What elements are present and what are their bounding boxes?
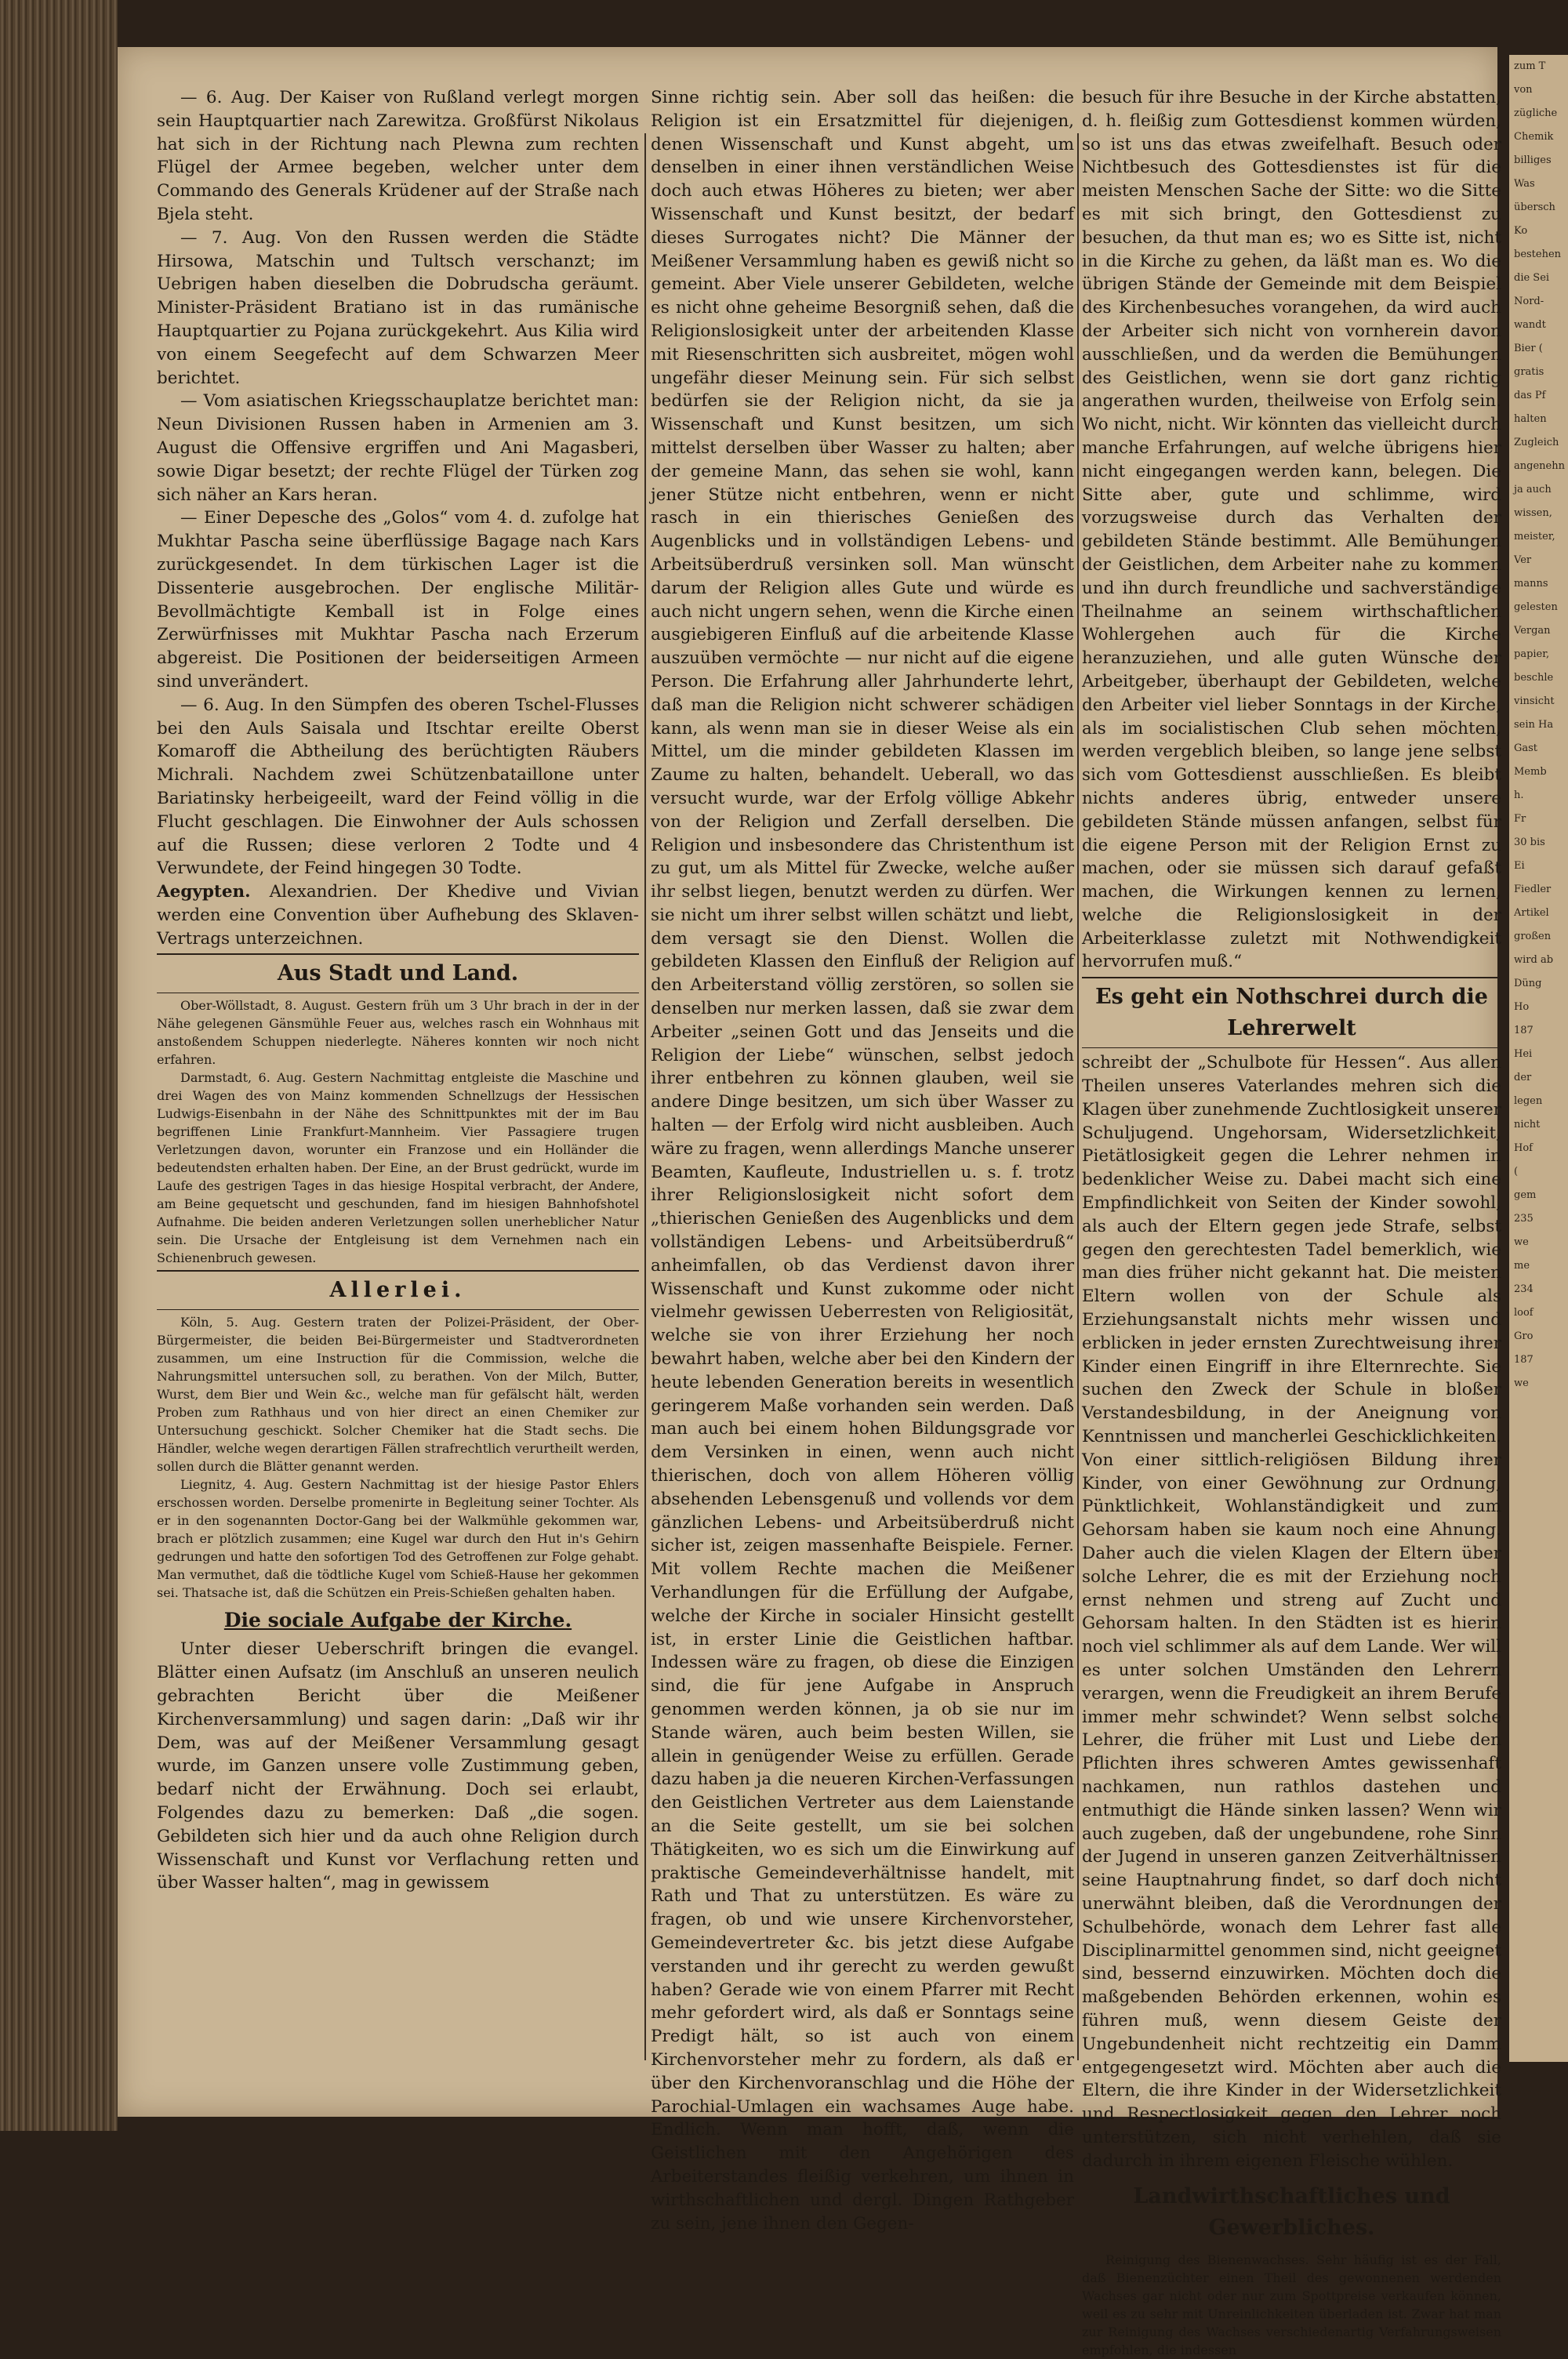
adjacent-page-text: zügliche: [1514, 107, 1558, 119]
adjacent-page-text: 235: [1514, 1213, 1534, 1225]
adjacent-page-text: papier,: [1514, 648, 1550, 660]
article-paragraph: schreibt der „Schulbote für Hessen“. Aus allen Theilen unseres Vaterlandes mehren sich die Klagen über zunehmende Zuchtlosigkeit unserer Schuljugend. Ungehorsam, Widersetzlichkeit, Pietätlosigkeit gegen die Lehrer nehmen in bedenklicher Weise zu. Dabei macht sich eine Empfindlichkeit von Seiten der Kinder sowohl, als auch der Eltern gegen jede Strafe, selbst gegen den gerechtesten Tadel bemerklich, wie man dies früher nicht gekannt hat. Die meisten Eltern wollen von der Schule als Erziehungsanstalt nichts mehr wissen und erblicken in jeder ernsten Zurechtweisung ihrer Kinder einen Eingriff in ihre Elternrechte. Sie suchen den Zweck der Schule in bloßer Verstandesbildung, in der Aneignung von Kenntnissen und mancherlei Geschicklichkeiten. Von einer sittlich-religiösen Bildung ihrer Kinder, von einer Gewöhnung zur Ordnung, Pünktlichkeit, Wohlanständigkeit und zum Gehorsam haben sie kaum noch eine Ahnung. Daher auch die vielen Klagen der Eltern über solche Lehrer, die es mit der Erziehung noch ernst nehmen und streng auf Zucht und Gehorsam halten. In den Städten ist es hierin noch viel schlimmer als auf dem Lande. Wer will es unter solchen Umständen den Lehrern verargen, wenn die Freudigkeit an ihrem Berufe immer mehr schwindet? Wenn selbst solche Lehrer, die früher mit Lust und Liebe den Pflichten ihres schweren Amtes gewissenhaft nachkamen, nun rathlos dastehen und entmuthigt die Hände sinken lassen? Wenn wir auch zugeben, daß der ungebundene, rohe Sinn der Jugend in unseren ganzen Zeitverhältnissen seine Hauptnahrung findet, so darf doch nicht unerwähnt bleiben, daß die Verordnungen der Schulbehörde, wonach dem Lehrer fast alle Disciplinarmittel genommen sind, nicht geeignet sind, bessernd einzuwirken. Möchten doch die maßgebenden Behörden erkennen, wohin es führen muß, wenn diesem Geiste der Ungebundenheit nicht rechtzeitig ein Damm entgegengesetzt wird. Möchten aber auch die Eltern, die ihre Kinder in der Widersetzlichkeit und Respectlosigkeit gegen den Lehrer noch unterstützen, sich nicht verhehlen, daß sie dadurch in ihrem eigenen Fleische wühlen.: [1082, 1053, 1501, 2171]
adjacent-page-text: gelesten: [1514, 601, 1558, 613]
adjacent-page-text: gratis: [1514, 366, 1544, 378]
column-1: [157, 86, 639, 2068]
adjacent-page-text: me: [1514, 1260, 1530, 1272]
news-paragraph: — 7. Aug. Von den Russen werden die Städte Hirsowa, Matschin und Tultsch verschanzt; im Uebrigen haben dieselben die Dobrudscha geräumt. Minister-Präsident Bratiano ist in das rumänische Hauptquartier zu Pojana zurückgekehrt. Aus Kilia wird von einem Seegefecht auf dem Schwarzen Meer berichtet.: [157, 227, 639, 388]
local-news-paragraph: Darmstadt, 6. Aug. Gestern Nachmittag entgleiste die Maschine und drei Wagen des von Mainz kommenden Schnellzugs der Hessischen Ludwigs-Eisenbahn in der Nähe des Schnittpunktes mit der im Bau begriffenen Linie Frankfurt-Mannheim. Vier Passagiere trugen Verletzungen davon, worunter ein Franzose und ein Holländer die bedeutendsten erhalten haben. Der Eine, an der Brust gedrückt, wurde im Laufe des gestrigen Tages in das hiesige Hospital verbracht, der Andere, am Beine gequetscht und geschunden, fand im hiesigen Bahnhofshotel Aufnahme. Die beiden anderen Verletzungen sollen unerheblicher Natur sein. Die Ursache der Entgleisung ist dem Vernehmen nach ein Schienenbruch gewesen.: [157, 1070, 639, 1266]
adjacent-page-text: von: [1514, 84, 1533, 96]
adjacent-page-text: halten: [1514, 413, 1547, 425]
adjacent-page-text: Was: [1514, 178, 1535, 190]
book-fore-edge: [0, 0, 118, 2131]
adjacent-page-text: wissen,: [1514, 507, 1552, 519]
adjacent-page-text: Gast: [1514, 742, 1538, 754]
article-heading-nothschrei: Es geht ein Nothschrei durch die Lehrerwelt: [1082, 977, 1501, 1048]
adjacent-page-text: Memb: [1514, 766, 1547, 778]
adjacent-page-text: Zugleich: [1514, 437, 1559, 448]
adjacent-page-text: loof: [1514, 1307, 1534, 1319]
adjacent-page-text: (: [1514, 1166, 1519, 1178]
adjacent-page-text: übersch: [1514, 201, 1555, 213]
local-news-paragraph: Ober-Wöllstadt, 8. August. Gestern früh um 3 Uhr brach in der in der Nähe gelegenen Gänsmühle Feuer aus, welches rasch ein Wohnhaus mit anstoßendem Schuppen niederlegte. Näheres konnten wir noch nicht erfahren.: [157, 998, 639, 1068]
adjacent-page-text: der: [1514, 1072, 1532, 1083]
adjacent-page-text: Düng: [1514, 978, 1542, 989]
adjacent-page-text: h.: [1514, 789, 1524, 801]
adjacent-page-text: Vergan: [1514, 625, 1551, 637]
adjacent-page-text: beschle: [1514, 672, 1554, 684]
news-paragraph: — Vom asiatischen Kriegsschauplatze berichtet man: Neun Divisionen Russen haben in Armenien am 3. August die Offensive ergriffen und Ani Magasberi, sowie Digar besetzt; der rechte Flügel der Türken zog sich näher an Kars heran.: [157, 391, 639, 505]
adjacent-page-text: manns: [1514, 578, 1548, 590]
adjacent-page-text: gem: [1514, 1189, 1537, 1201]
adjacent-page-text: Ko: [1514, 225, 1528, 237]
adjacent-page-text: wandt: [1514, 319, 1546, 331]
adjacent-page-text: wird ab: [1514, 954, 1554, 966]
news-paragraph: — 6. Aug. Der Kaiser von Rußland verlegt morgen sein Hauptquartier nach Zarewitza. Großfürst Nikolaus hat sich in der Richtung nach Plewna zum rechten Flügel der Armee begeben, welcher unter dem Commando des Generals Krüdener auf der Straße nach Bjela steht.: [157, 88, 639, 224]
section-heading-allerlei: Allerlei.: [157, 1270, 639, 1310]
adjacent-page-text: vinsicht: [1514, 695, 1555, 707]
column-rule-1: [644, 133, 646, 2060]
adjacent-page-text: Nord-: [1514, 296, 1544, 307]
adjacent-page-text: 187: [1514, 1025, 1534, 1036]
adjacent-page-text: ja auch: [1514, 484, 1552, 495]
misc-news-paragraph: Liegnitz, 4. Aug. Gestern Nachmittag ist der hiesige Pastor Ehlers erschossen worden. Derselbe promenirte in Begleitung seiner Tochter. Als er in den sogenannten Doctor-Gang bei der Walkmühle gekommen war, brach er plötzlich zusammen; eine Kugel war durch den Hut in's Gehirn gedrungen und hatte den sofortigen Tod des Getroffenen zur Folge gehabt. Man vermuthet, daß die tödtliche Kugel vom Schieß-Hause her gekommen sei. Thatsache ist, daß die Schützen ein Preis-Schießen gehalten haben.: [157, 1477, 639, 1601]
article-paragraph: Unter dieser Ueberschrift bringen die evangel. Blätter einen Aufsatz (im Anschluß an unseren neulich gebrachten Bericht über die Meißener Kirchenversammlung) und sagen darin: „Daß wir ihr Dem, was auf der Meißener Versammlung gesagt wurde, im Ganzen unsere volle Zustimmung geben, bedarf nicht der Erwähnung. Doch sei erlaubt, Folgendes dazu zu bemerken: Daß „die sogen. Gebildeten sich hier und da auch ohne Religion durch Wissenschaft und Kunst vor Verflachung retten und über Wasser halten“, mag in gewissem: [157, 1639, 639, 1893]
adjacent-page-text: großen: [1514, 931, 1552, 942]
adjacent-page-text: Chemik: [1514, 131, 1554, 143]
section-heading-landwirthschaft: Landwirthschaftliches und Gewerbliches.: [1082, 2176, 1501, 2248]
news-paragraph: — 6. Aug. In den Sümpfen des oberen Tschel-Flusses bei den Auls Saisala und Itschtar ereilte Oberst Komaroff die Abtheilung des berüchtigten Räubers Michrali. Nachdem zwei Schützenbataillone unter Bariatinsky herbeigeeilt, ward der Feind völlig in die Flucht geschlagen. Die Einwohner der Auls schossen auf die Russen; diese verloren 2 Todte und 4 Verwundete, der Feind hingegen 30 Todte.: [157, 695, 639, 879]
adjacent-page-text: Artikel: [1514, 907, 1549, 919]
adjacent-page-text: Ver: [1514, 554, 1532, 566]
adjacent-page-text: Bier (: [1514, 343, 1543, 354]
aegypten-lead: Aegypten.: [157, 882, 251, 902]
column-2: [651, 86, 1074, 2234]
adjacent-page-text: 187: [1514, 1354, 1534, 1366]
article-heading-sociale: Die sociale Aufgabe der Kirche.: [223, 1609, 572, 1632]
section-heading-stadt-land: Aus Stadt und Land.: [157, 953, 639, 993]
adjacent-page-text: Ho: [1514, 1001, 1530, 1013]
adjacent-page-text: meister,: [1514, 531, 1555, 543]
adjacent-page-text: die Sei: [1514, 272, 1550, 284]
adjacent-page-text: das Pf: [1514, 390, 1546, 401]
adjacent-page-text: we: [1514, 1377, 1529, 1389]
article-paragraph: besuch für ihre Besuche in der Kirche abstatten, d. h. fleißig zum Gottesdienst kommen würden, so ist uns das etwas zweifelhaft. Besuch oder Nichtbesuch des Gottesdienstes ist für die meisten Menschen Sache der Sitte: wo die Sitte es mit sich bringt, den Gottesdienst zu besuchen, da thut man es; wo es Sitte ist, nicht in die Kirche zu gehen, da läßt man es. Wo die übrigen Stände der Gemeinde mit dem Beispiel des Kirchenbesuches vorangehen, da wird auch der Arbeiter sich nicht von vornherein davon ausschließen, und da werden die Bemühungen des Geistlichen, wenn sie dort ganz richtig angerathen wurden, theilweise von Erfolg sein. Wo nicht, nicht. Wir könnten das vielleicht durch manche Erfahrungen, auf welche übrigens hier nicht eingegangen werden kann, belegen. Die Sitte aber, gute und schlimme, wird vorzugsweise durch das Verhalten der gebildeten Stände bestimmt. Alle Bemühungen der Geistlichen, dem Arbeiter nahe zu kommen und ihn durch freundliche und sachverständige Theilnahme an seinem wirthschaftlichen Wohlergehen auch für die Kirche heranzuziehen, und alle guten Wünsche der Arbeitgeber, überhaupt der Gebildeten, welche den Arbeiter viel lieber Sonntags in der Kirche, als im socialistischen Club sehen möchten, werden vergeblich bleiben, so lange jene selbst sich vom Gottesdienst ausschließen. Es bleibt nichts anderes übrig, entweder unsere gebildeten Stände müssen anfangen, selbst für die eigene Person mit der Religion Ernst zu machen, oder sie müssen sich darauf gefaßt machen, die Wirkungen kennen zu lernen, welche die Religionslosigkeit in der Arbeiterklasse zuletzt mit Nothwendigkeit hervorrufen muß.“: [1082, 88, 1501, 972]
adjacent-page-text: Hof: [1514, 1142, 1533, 1154]
article-paragraph: Sinne richtig sein. Aber soll das heißen: die Religion ist ein Ersatzmittel für diejenigen, denen Wissenschaft und Kunst abgeht, um denselben in einer ihnen verständlichen Weise doch auch etwas Höheres zu bieten; wer aber Wissenschaft und Kunst besitzt, der bedarf dieses Surrogates nicht? Die Männer der Meißener Versammlung haben es gewiß nicht so gemeint. Aber Viele unserer Gebildeten, welche es nicht ohne geheime Besorgniß sehen, daß die Religionslosigkeit unter der arbeitenden Klasse mit Riesenschritten sich ausbreitet, mögen wohl ungefähr dieser Meinung sein. Für sich selbst bedürfen sie der Religion nicht, da sie ja Wissenschaft und Kunst besitzen, um sich mittelst derselben über Wasser zu halten; aber der gemeine Mann, das sehen sie wohl, kann jener Stütze nicht entbehren, wenn er nicht rasch in ein thierisches Genießen des Augenblicks und in vollständigen Lebens- und Arbeitsüberdruß versinken soll. Man wünscht darum der Religion alles Gute und würde es auch nicht ungern sehen, wenn die Kirche einen ausgiebigeren Einfluß auf die arbeitende Klasse auszuüben vermöchte — nur nicht auf die eigene Person. Die Erfahrung aller Jahrhunderte lehrt, daß man die Religion nicht schwerer schädigen kann, als wenn man sie in dieser Weise als ein Mittel, um die minder gebildeten Klassen im Zaume zu halten, behandelt. Ueberall, wo das versucht wurde, war der Erfolg völlige Abkehr von der Religion und Zerfall derselben. Die Religion und insbesondere das Christenthum ist zu gut, um als Mittel für Zwecke, welche außer ihr selbst liegen, benutzt werden zu dürfen. Wer sie nicht um ihrer selbst willen schätzt und liebt, dem versagt sie den Dienst. Wollen die gebildeten Klassen den Einfluß der Religion auf den Arbeiterstand völlig zerstören, so sollen sie denselben nur merken lassen, daß sie zwar dem Arbeiter „seinen Gott und das Jenseits und die Religion der Liebe“ wünschen, selbst jedoch ihrer entbehren zu können glauben, weil sie andere Dinge besitzen, um sich über Wasser zu halten — der Erfolg wird nicht ausbleiben. Auch wäre zu fragen, wenn allerdings Manche unserer Beamten, Kaufleute, Industriellen u. s. f. trotz ihrer Religionslosigkeit nicht sofort dem „thierischen Genießen des Augenblicks und dem vollständigen Lebens- und Arbeitsüberdruß“ anheimfallen, ob das Verdienst davon ihrer Wissenschaft und Kunst zukomme oder nicht vielmehr gewissen Ueberresten von Religiosität, welche sie von ihrer Erziehung her noch bewahrt haben, welche aber bei den Kindern der heute lebenden Generation bereits in wesentlich geringerem Maße vorhanden sein werden. Daß man auch bei einem hohen Bildungsgrade vor dem Versinken in einen, wenn auch nicht thierischen, doch von allem Höheren völlig absehenden Lebensgenuß und vollends vor dem gänzlichen Lebens- und Arbeitsüberdruß nicht sicher ist, zeigen massenhafte Beispiele. Ferner. Mit vollem Rechte machen die Meißener Verhandlungen für die Erfüllung der Aufgabe, welche der Kirche in socialer Hinsicht gestellt ist, in erster Linie die Geistlichen haftbar. Indessen wäre zu fragen, ob diese die Einzigen sind, die für jene Aufgabe in Anspruch genommen werden können, ja ob sie nur im Stande wären, auch beim besten Willen, sie allein in genügender Weise zu erfüllen. Gerade dazu haben ja die neueren Kirchen-Verfassungen den Geistlichen Vertreter aus dem Laienstande an die Seite gestellt, um sie bei solchen Thätigkeiten, wo es sich um die Einwirkung auf praktische Gemeindeverhältnisse handelt, mit Rath und That zu unterstützen. Es wäre zu fragen, ob und wie unsere Kirchenvorsteher, Gemeindevertreter &c. bis jetzt diese Aufgabe verstanden und ihr gerecht zu werden gewußt haben? Gerade wie von einem Pfarrer mit Recht mehr gefordert wird, als daß er Sonntags seine Predigt hält, so ist auch von einem Kirchenvorsteher mehr zu fordern, als daß er über den Kirchenvoranschlag und die Höhe der Parochial-Umlagen ein wachsames Auge habe. Endlich. Wenn man hofft, daß, wenn die Geistlichen mit den Angehörigen des Arbeiterstandes fleißig verkehren, um ihnen in wirthschaftlichen und dergl. Dingen Rathgeber zu sein, jene ihnen den Gegen-: [651, 88, 1074, 2234]
adjacent-page-text: Gro: [1514, 1330, 1534, 1342]
adjacent-page-text: Fiedler: [1514, 884, 1552, 895]
aegypten-text: Alexandrien. Der Khedive und Vivian werden eine Convention über Aufhebung des Sklaven-Vertrags unterzeichnen.: [157, 882, 640, 949]
adjacent-page-text: 234: [1514, 1283, 1534, 1295]
adjacent-page-text: legen: [1514, 1095, 1543, 1107]
adjacent-page-text: billiges: [1514, 154, 1552, 166]
misc-news-paragraph: Köln, 5. Aug. Gestern traten der Polizei-Präsident, der Ober-Bürgermeister, die beiden Bei-Bürgermeister und Stadtverordneten zusammen, um eine Instruction für die Commission, welche die Nahrungsmittel untersuchen soll, zu berathen. Von der Milch, Butter, Wurst, dem Bier und Wein &c., welche man für gefälscht hält, werden Proben zum Rathhaus und von hier direct an einen Chemiker zur Untersuchung geschickt. Solcher Chemiker hat die Stadt sechs. Die Händler, welche wegen derartigen Fällen strafrechtlich verurtheilt werden, sollen durch die Blätter genannt werden.: [157, 1315, 639, 1475]
adjacent-page-text: sein Ha: [1514, 719, 1554, 731]
adjacent-page-text: we: [1514, 1236, 1529, 1248]
adjacent-page-fragment: [1509, 55, 1568, 2062]
adjacent-page-text: Ei: [1514, 860, 1525, 872]
news-paragraph: — Einer Depesche des „Golos“ vom 4. d. zufolge hat Mukhtar Pascha seine überflüssige Bagage nach Kars zurückgesendet. In dem türkischen Lager ist die Dissenterie ausgebrochen. Der englische Militär-Bevollmächtigte Kemball ist in Folge eines Zerwürfnisses mit Mukhtar Pascha nach Erzerum abgereist. Die Positionen der beiderseitigen Armeen sind unverändert.: [157, 508, 639, 691]
agri-paragraph: Reinigung des Bienenwachses. Sehr häufig ist es der Fall, daß Bienenzüchter einen Theil des gewonnenen werdenden Wachses gar nicht oder nur zum Spottpreise verkaufen können, weil es zu sehr mit Unreinlichkeiten überladen ist. Zwar hat man zur Reinigung des Wachses verschiedenartig Verfahrungsweisen empfohlen, die indessen: [1082, 2252, 1501, 2357]
adjacent-page-text: Hei: [1514, 1048, 1533, 1060]
adjacent-page-text: Fr: [1514, 813, 1526, 825]
adjacent-page-text: zum T: [1514, 60, 1546, 72]
adjacent-page-text: nicht: [1514, 1119, 1541, 1131]
news-paragraph-aegypten: [157, 880, 639, 950]
adjacent-page-text: bestehen: [1514, 249, 1562, 260]
adjacent-page-text: 30 bis: [1514, 837, 1545, 848]
adjacent-page-text: angenehn: [1514, 460, 1565, 472]
column-rule-2: [1077, 133, 1079, 2060]
column-3: [1082, 86, 1501, 2357]
